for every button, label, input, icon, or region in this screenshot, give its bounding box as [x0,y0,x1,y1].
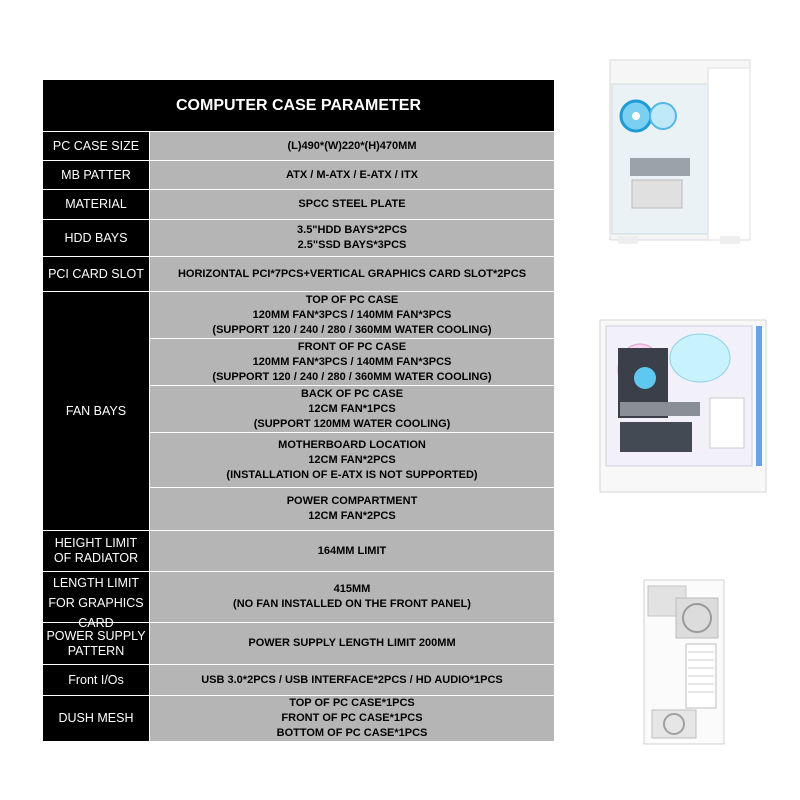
table-row [43,292,555,339]
table-row [43,531,555,572]
row-label: LENGTH LIMIT FOR GRAPHICS CARD [43,572,150,623]
row-value: HORIZONTAL PCI*7PCS+VERTICAL GRAPHICS CARD SLOT*2PCS [150,257,555,292]
row-value: ATX / M-ATX / E-ATX / ITX [150,161,555,190]
row-value: 3.5"HDD BAYS*2PCS 2.5"SSD BAYS*3PCS [150,220,555,257]
fan-bay-entry: POWER COMPARTMENT 12CM FAN*2PCS [150,488,555,531]
table-row [43,572,555,623]
row-label: MB PATTER [43,161,150,190]
table-row [43,132,555,161]
row-label: Front I/Os [43,665,150,696]
table-row [43,696,555,742]
row-value: SPCC STEEL PLATE [150,190,555,220]
table-row [43,190,555,220]
row-label: PCI CARD SLOT [43,257,150,292]
table-row [43,665,555,696]
spec-table [42,79,555,742]
fan-bay-entry: MOTHERBOARD LOCATION 12CM FAN*2PCS (INSTALLATION OF E-ATX IS NOT SUPPORTED) [150,433,555,488]
case-front-view-image [608,58,754,248]
row-value: 164MM LIMIT [150,531,555,572]
fan-bays-label: FAN BAYS [43,292,150,531]
row-value: USB 3.0*2PCS / USB INTERFACE*2PCS / HD AUDIO*1PCS [150,665,555,696]
table-title: COMPUTER CASE PARAMETER [43,80,555,132]
table-row [43,257,555,292]
table-row [43,161,555,190]
case-side-view-image [600,318,770,494]
row-label: MATERIAL [43,190,150,220]
row-value: 415MM (NO FAN INSTALLED ON THE FRONT PANEL) [150,572,555,623]
row-value: TOP OF PC CASE*1PCS FRONT OF PC CASE*1PCS BOTTOM OF PC CASE*1PCS [150,696,555,742]
table-row [43,623,555,665]
fan-bay-entry: BACK OF PC CASE 12CM FAN*1PCS (SUPPORT 120MM WATER COOLING) [150,386,555,433]
row-label: PC CASE SIZE [43,132,150,161]
fan-bay-entry: TOP OF PC CASE 120MM FAN*3PCS / 140MM FAN*3PCS (SUPPORT 120 / 240 / 280 / 360MM WATER COOLING) [150,292,555,339]
row-label: HEIGHT LIMIT OF RADIATOR [43,531,150,572]
fan-bay-entry: FRONT OF PC CASE 120MM FAN*3PCS / 140MM FAN*3PCS (SUPPORT 120 / 240 / 280 / 360MM WATER COOLING) [150,339,555,386]
row-label: HDD BAYS [43,220,150,257]
row-label: DUSH MESH [43,696,150,742]
row-label: POWER SUPPLY PATTERN [43,623,150,665]
table-row [43,220,555,257]
case-rear-view-image [642,578,726,748]
row-value: POWER SUPPLY LENGTH LIMIT 200MM [150,623,555,665]
row-value: (L)490*(W)220*(H)470MM [150,132,555,161]
